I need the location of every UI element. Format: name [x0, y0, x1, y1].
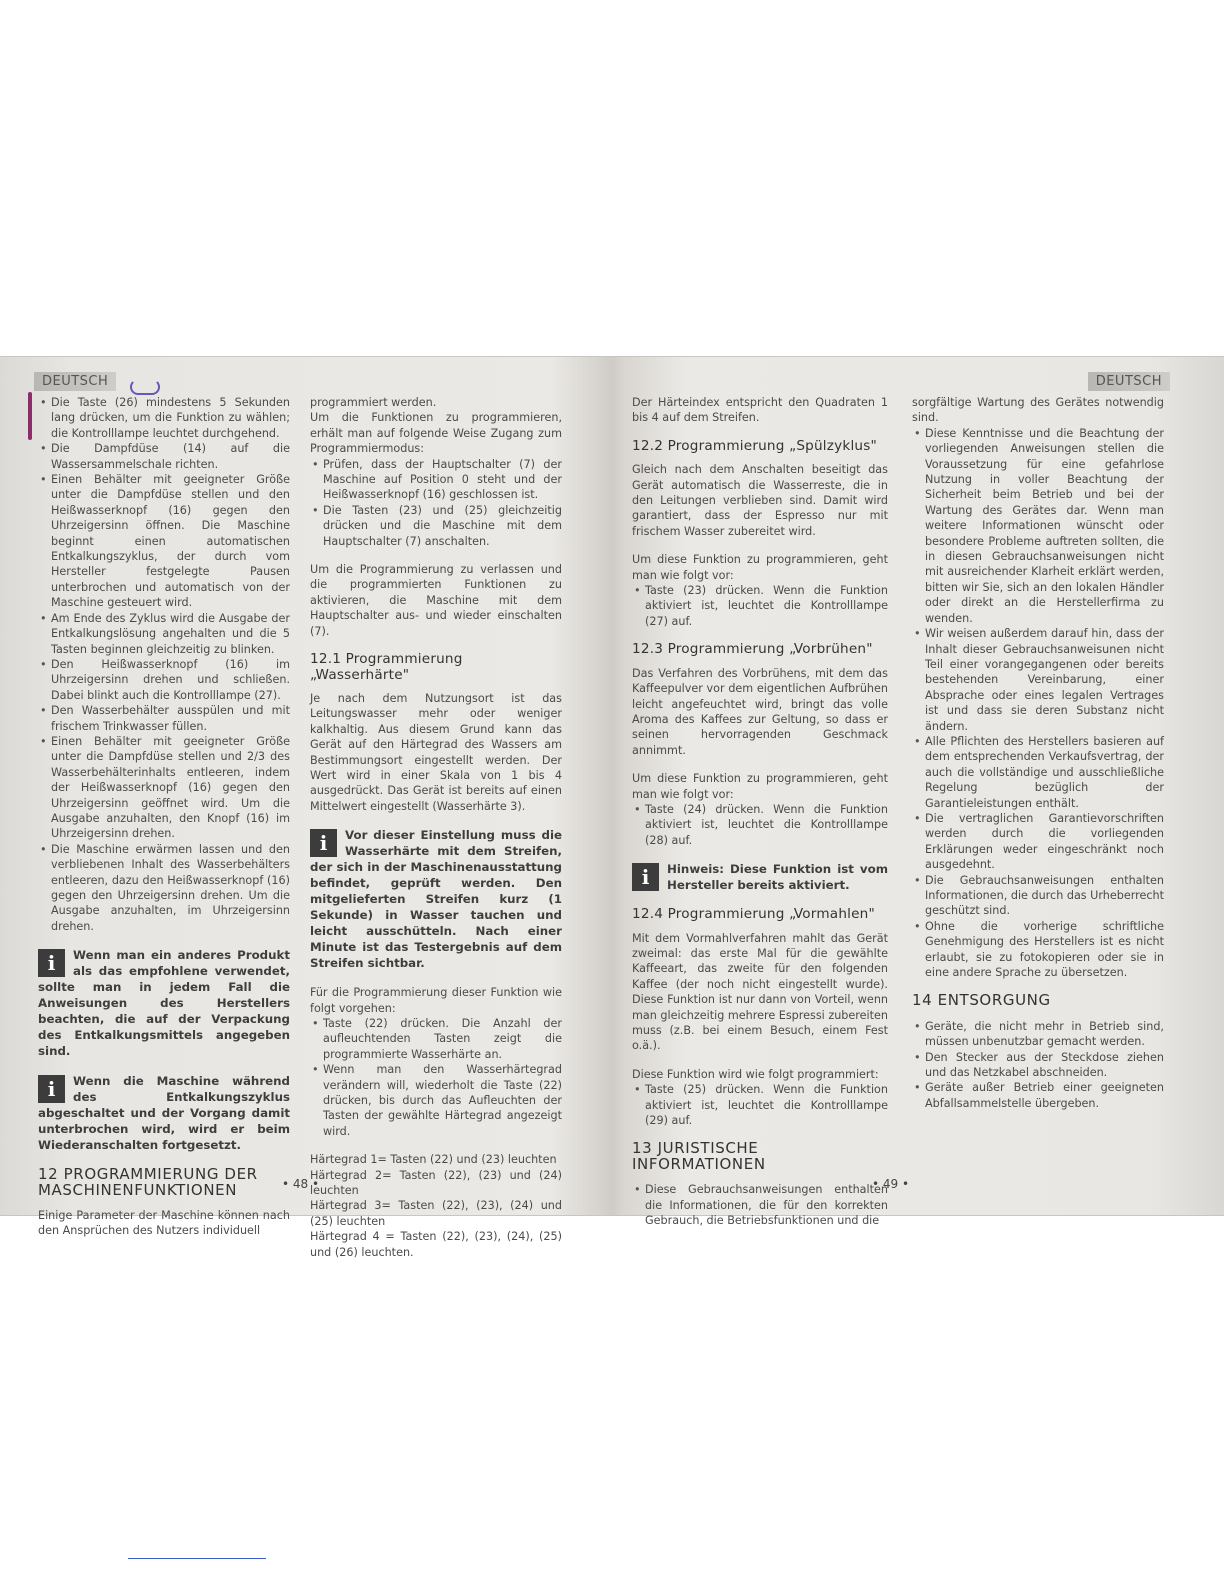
list-item: • Die Tasten (23) und (25) gleichzeitig drücken und die Maschine mit dem Hauptschalter (7) anschalten. — [323, 503, 562, 549]
footer-rule — [128, 1558, 266, 1559]
list-item: • Geräte außer Betrieb einer geeigneten Abfallsammelstelle übergeben. — [925, 1080, 1164, 1111]
right-column-1 — [632, 395, 888, 1241]
list-item: • Die Gebrauchsanweisungen enthalten Informationen, die durch das Urheberrecht geschützt sind. — [925, 873, 1164, 919]
hardness-row: Härtegrad 2= Tasten (22), (23) und (24) leuchten — [310, 1168, 562, 1198]
hardness-table — [310, 1152, 562, 1260]
paragraph: Um diese Funktion zu programmieren, geht man wie folgt vor: — [632, 772, 888, 801]
programming-list — [310, 1016, 562, 1139]
list-12-4 — [632, 1082, 888, 1128]
list-item: • Diese Kenntnisse und die Beachtung der vorliegenden Anweisungen stellen die Voraussetzung für eine gefahrlose Nutzung in voller Beachtung der Sicherheit beim Betrieb und bei der Wartung des Gerätes dar. Wenn man weitere Informationen wünscht oder besondere Probleme auftreten sollten, die in diesen Gebrauchsanweisungen nicht mit ausreichender Klarheit erklärt werden, bitten wir Sie, sich an den lokalen Händler oder direkt an die Herstellerfirma zu wenden. — [925, 426, 1164, 626]
paragraph: programmiert werden. — [310, 396, 437, 409]
note-text: Hinweis: Diese Funktion ist vom Hersteller bereits aktiviert. — [667, 862, 888, 893]
page-number: • 48 • — [282, 1177, 320, 1191]
list-13 — [632, 1182, 888, 1228]
section-heading-12-1: 12.1 Programmierung „Wasserhärte" — [310, 651, 463, 683]
list-item: • Die Taste (26) mindestens 5 Sekunden lang drücken, um die Funktion zu wählen; die Kontrolllampe leuchtet durchgehend. — [51, 395, 290, 441]
paragraph: Der Härteindex entspricht den Quadraten 1 bis 4 auf dem Streifen. — [632, 396, 888, 425]
hardness-row: Härtegrad 3= Tasten (22), (23), (24) und (25) leuchten — [310, 1199, 562, 1228]
note-text: Wenn man ein anderes Produkt als das empfohlene verwendet, sollte man in jedem Fall die Anweisungen des Herstellers beachten, die auf der Verpackung des Entkalkungsmittels angegeben sind. — [38, 948, 290, 1059]
descaling-steps-list — [38, 395, 290, 934]
list-item: • Ohne die vorherige schriftliche Genehmigung des Herstellers ist es nicht erlaubt, sie zu fotokopieren oder sie in eine andere Sprache zu übersetzen. — [925, 919, 1164, 981]
list-item: • Den Heißwasserknopf (16) im Uhrzeigersinn drehen und schließen. Dabei blinkt auch die Kontrolllampe (27). — [51, 657, 290, 703]
list-item: • Den Stecker aus der Steckdose ziehen und das Netzkabel abschneiden. — [925, 1050, 1164, 1081]
list-item: • Taste (23) drücken. Wenn die Funktion aktiviert ist, leuchtet die Kontrolllampe (27) auf. — [645, 583, 888, 629]
info-note — [38, 1073, 290, 1153]
list-item: • Wenn man den Wasserhärtegrad verändern will, wiederholt die Taste (22) drücken, bis durch das Aufleuchten der Tasten der gewählte Härtegrad angezeigt wird. — [323, 1062, 562, 1139]
list-item: • Taste (22) drücken. Die Anzahl der aufleuchtenden Tasten zeigt die programmierte Wasserhärte an. — [323, 1016, 562, 1062]
language-header-tag: DEUTSCH — [1088, 372, 1170, 391]
list-item: • Die vertraglichen Garantievorschriften werden durch die vorliegenden Erklärungen weder eingeschränkt noch ausgedehnt. — [925, 811, 1164, 873]
info-note — [310, 827, 562, 971]
info-icon: i — [310, 829, 337, 857]
info-note — [632, 861, 888, 893]
note-text: Wenn die Maschine während des Entkalkungszyklus abgeschaltet und der Vorgang damit unterbrochen wird, wird er beim Wiederanschalten fortgesetzt. — [38, 1074, 290, 1153]
list-item: • Die Maschine erwärmen lassen und den verbliebenen Inhalt des Wasserbehälters entleeren, dazu den Heißwasserknopf (16) gegen den Uhrzeigersinn drehen. Um die Ausgabe anzuhalten, im Uhrzeigersinn drehen. — [51, 842, 290, 934]
paragraph: Je nach dem Nutzungsort ist das Leitungswasser mehr oder weniger kalkhaltig. Aus diesem Grund kann das Gerät auf den Härtegrad des Wassers am Bestimmungsort eingestellt werden. Der Wert wird in einer Skala von 1 bis 4 ausgedrückt. Das Gerät ist bereits auf einen Mittelwert eingestellt (Wasserhärte 3). — [310, 691, 562, 813]
info-note — [38, 947, 290, 1059]
paragraph: Einige Parameter der Maschine können nach den Ansprüchen des Nutzers individuell — [38, 1209, 290, 1238]
list-item: • Alle Pflichten des Herstellers basieren auf dem entsprechenden Verkaufsvertrag, der auch die vollständige und ausschließliche Regelung bezüglich der Garantieleistungen enthält. — [925, 734, 1164, 811]
list-item: • Diese Gebrauchsanweisungen enthalten die Informationen, die für den korrekten Gebrauch, die Betriebsfunktionen und die — [645, 1182, 888, 1228]
section-heading-12-2: 12.2 Programmierung „Spülzyklus" — [632, 437, 877, 454]
hardness-row: Härtegrad 1= Tasten (22) und (23) leuchten — [310, 1153, 557, 1167]
paragraph: Um die Funktionen zu programmieren, erhält man auf folgende Weise Zugang zum Programmiermodus: — [310, 411, 562, 456]
hardness-row: Härtegrad 4 = Tasten (22), (23), (24), (25) und (26) leuchten. — [310, 1230, 562, 1259]
paragraph: Das Verfahren des Vorbrühens, mit dem das Kaffeepulver vor dem eigentlichen Aufbrühen leicht angefeuchtet wird, bringt das volle Aroma des Kaffees zur Geltung, so dass er seinen hervorragenden Geschmack annimmt. — [632, 666, 888, 757]
language-header-tag: DEUTSCH — [34, 372, 116, 391]
page-48 — [0, 357, 600, 1259]
right-column-2 — [912, 395, 1164, 1124]
list-item: • Geräte, die nicht mehr in Betrieb sind, müssen unbenutzbar gemacht werden. — [925, 1019, 1164, 1050]
paragraph: Um diese Funktion zu programmieren, geht man wie folgt vor: — [632, 553, 888, 582]
list-item: • Prüfen, dass der Hauptschalter (7) der Maschine auf Position 0 steht und der Heißwasserknopf (16) geschlossen ist. — [323, 457, 562, 503]
left-column-1 — [38, 395, 290, 1252]
section-heading-14: 14 ENTSORGUNG — [912, 991, 1051, 1010]
legal-list — [912, 426, 1164, 981]
list-item: • Den Wasserbehälter ausspülen und mit frischem Trinkwasser füllen. — [51, 703, 290, 734]
page-number: • 49 • — [872, 1177, 910, 1191]
info-icon: i — [38, 1075, 65, 1103]
left-column-2 — [310, 395, 562, 1260]
list-12-2 — [632, 583, 888, 629]
list-item: • Taste (25) drücken. Wenn die Funktion aktiviert ist, leuchtet die Kontrolllampe (29) auf. — [645, 1082, 888, 1128]
paragraph: Für die Programmierung dieser Funktion wie folgt vorgehen: — [310, 986, 562, 1015]
scanned-booklet-spread — [0, 356, 1224, 1259]
list-item: • Einen Behälter mit geeigneter Größe unter die Dampfdüse stellen und den Heißwasserknopf (16) gegen den Uhrzeigersinn öffnen. Die Maschine beginnt einen automatischen Entkalkungszyklus, der durch vom Hersteller festgelegte Pausen unterbrochen und automatisch von der Maschine gesteuert wird. — [51, 472, 290, 611]
page-49 — [606, 357, 1224, 1228]
paragraph: Um die Programmierung zu verlassen und die programmierten Funktionen zu aktivieren, die Maschine mit dem Hauptschalter aus- und wieder einschalten (7). — [310, 563, 562, 638]
info-icon: i — [38, 949, 65, 977]
list-item: • Die Dampfdüse (14) auf die Wassersammelschale richten. — [51, 441, 290, 472]
paragraph: Gleich nach dem Anschalten beseitigt das Gerät automatisch die Wasserreste, die in den Leitungen verblieben sind. Damit wird garantiert, dass der Espresso nur mit frischem Wasser zubereitet wird. — [632, 463, 888, 538]
list-item: • Taste (24) drücken. Wenn die Funktion aktiviert ist, leuchtet die Kontrolllampe (28) auf. — [645, 802, 888, 848]
access-list — [310, 457, 562, 549]
section-heading-12-4: 12.4 Programmierung „Vormahlen" — [632, 906, 875, 923]
pen-mark — [28, 392, 32, 440]
list-item: • Am Ende des Zyklus wird die Ausgabe der Entkalkungslösung angehalten und die 5 Tasten beginnen gleichzeitig zu blinken. — [51, 611, 290, 657]
list-item: • Wir weisen außerdem darauf hin, dass der Inhalt dieser Gebrauchsanweisunen nicht Teil einer vorangegangenen oder bereits bestehenden Vereinbarung, einer Absprache oder eines legalen Vertrages ist und dass sie deren Substanz nicht ändern. — [925, 626, 1164, 734]
paragraph: Diese Funktion wird wie folgt programmiert: — [632, 1067, 879, 1081]
paragraph: Mit dem Vormahlverfahren mahlt das Gerät zweimal: das erste Mal für die gewählte Kaffeeart, das zweite für den folgenden Kaffee (der noch nicht eingestellt wurde). Diese Funktion ist nur dann von Vorteil, wenn man gleichzeitig mehrere Espressi zubereiten muss (z.B. bei einem Besuch, einem Fest o.ä.). — [632, 931, 888, 1053]
disposal-list — [912, 1019, 1164, 1111]
paragraph: sorgfältige Wartung des Gerätes notwendig sind. — [912, 396, 1164, 425]
section-heading-12-3: 12.3 Programmierung „Vorbrühen" — [632, 641, 873, 658]
pen-squiggle — [130, 379, 160, 395]
note-text: Vor dieser Einstellung muss die Wasserhärte mit dem Streifen, der sich in der Maschinenausstattung befindet, geprüft werden. Den mitgelieferten Streifen kurz (1 Sekunde) in Wasser tauchen und leicht ausschütteln. Nach einer Minute ist das Testergebnis auf dem Streifen sichtbar. — [310, 828, 562, 971]
section-heading-12: 12 PROGRAMMIERUNG DER MASCHINENFUNKTIONEN — [38, 1165, 258, 1199]
section-heading-13: 13 JURISTISCHE INFORMATIONEN — [632, 1139, 766, 1173]
info-icon: i — [632, 863, 659, 891]
list-12-3 — [632, 802, 888, 848]
list-item: • Einen Behälter mit geeigneter Größe unter die Dampfdüse stellen und 2/3 des Wasserbehälterinhalts entleeren, indem der Heißwasserknopf (16) gegen den Uhrzeigersinn geöffnet wird. Um die Ausgabe anzuhalten, den Knopf (16) im Uhrzeigersinn drehen. — [51, 734, 290, 842]
